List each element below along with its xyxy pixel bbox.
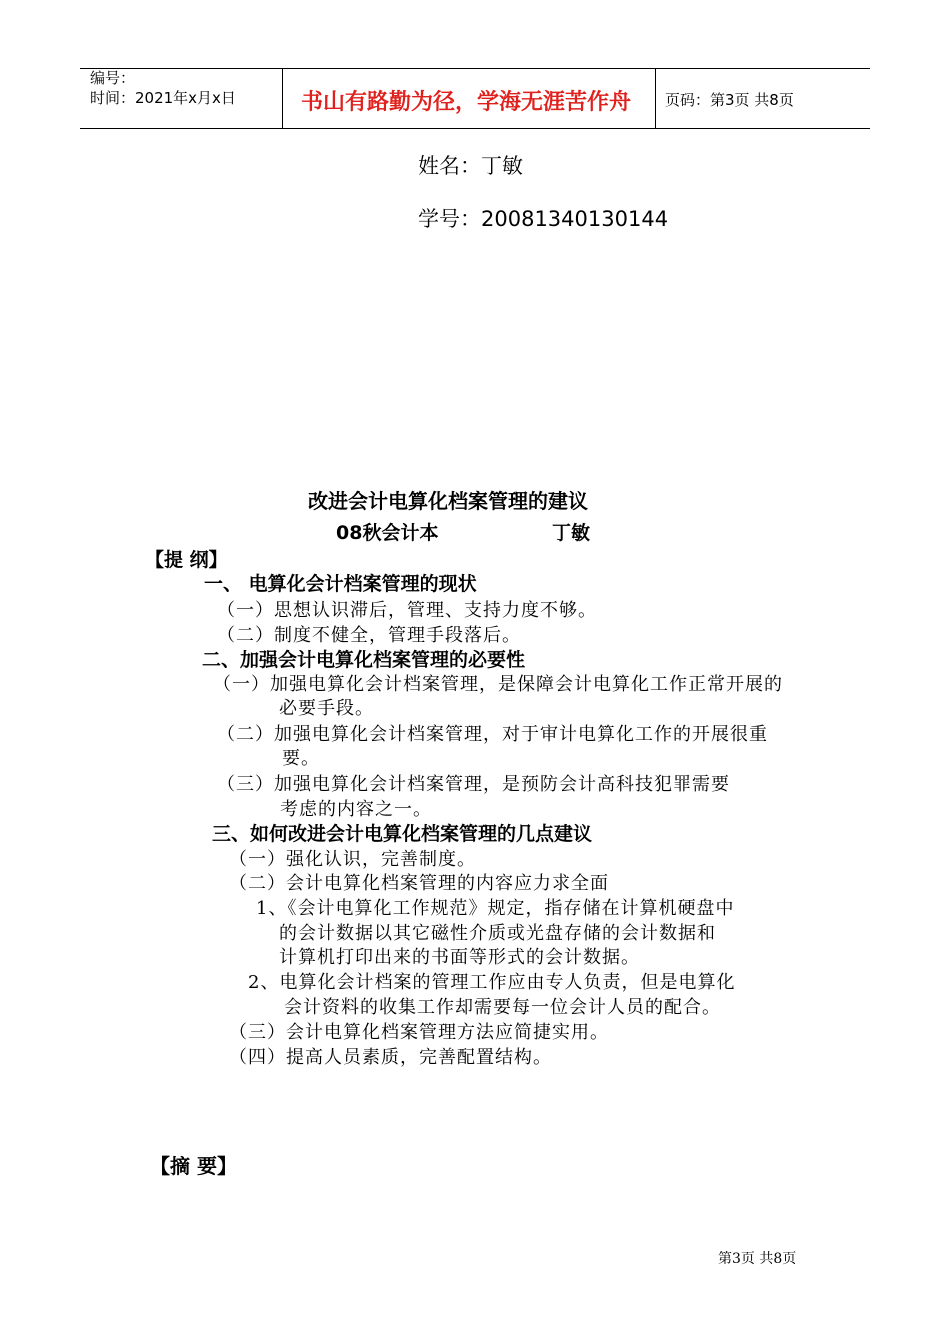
outline-item-3-2-1c: 计算机打印出来的书面等形式的会计数据。 — [279, 947, 640, 968]
header-time-label: 时间：2021年x月x日 — [90, 89, 236, 107]
header-number-label: 编号： — [90, 69, 136, 87]
header-page-label: 页码：第3页 共8页 — [665, 91, 794, 109]
header-divider-left — [282, 68, 283, 129]
outline-item-2-1b: 必要手段。 — [279, 698, 374, 719]
outline-item-3-3: （三）会计电算化档案管理方法应简捷实用。 — [229, 1022, 609, 1043]
class-label: 08秋会计本 — [336, 522, 439, 544]
outline-section-3: 三、如何改进会计电算化档案管理的几点建议 — [212, 823, 593, 845]
outline-item-2-2b: 要。 — [282, 748, 320, 769]
outline-item-2-3b: 考虑的内容之一。 — [280, 799, 432, 820]
outline-heading: 【提 纲】 — [145, 549, 228, 571]
outline-item-2-3a: （三）加强电算化会计档案管理，是预防会计高科技犯罪需要 — [217, 774, 730, 795]
outline-item-3-4: （四）提高人员素质，完善配置结构。 — [229, 1047, 552, 1068]
outline-item-3-2-1a: 1、《会计电算化工作规范》规定，指存储在计算机硬盘中 — [256, 898, 735, 919]
header-motto: 书山有路勤为径，学海无涯苦作舟 — [301, 90, 632, 115]
outline-item-3-2-2a: 2、电算化会计档案的管理工作应由专人负责，但是电算化 — [248, 972, 736, 993]
outline-item-1-1: （一）思想认识滞后，管理、支持力度不够。 — [217, 600, 597, 621]
outline-item-3-1: （一）强化认识，完善制度。 — [229, 849, 476, 870]
student-id: 学号：20081340130144 — [418, 207, 669, 231]
outline-item-3-2: （二）会计电算化档案管理的内容应力求全面 — [229, 873, 609, 894]
author-label: 丁敏 — [552, 522, 591, 544]
outline-item-1-2: （二）制度不健全，管理手段落后。 — [217, 625, 521, 646]
outline-item-3-2-2b: 会计资料的收集工作却需要每一位会计人员的配合。 — [284, 997, 721, 1018]
document-title: 改进会计电算化档案管理的建议 — [308, 489, 588, 513]
header-divider-right — [655, 68, 656, 129]
abstract-heading: 【摘 要】 — [150, 1154, 237, 1178]
outline-section-2: 二、加强会计电算化档案管理的必要性 — [202, 649, 526, 671]
outline-item-2-2a: （二）加强电算化会计档案管理，对于审计电算化工作的开展很重 — [217, 724, 768, 745]
outline-section-1: 一、 电算化会计档案管理的现状 — [204, 573, 477, 595]
outline-item-3-2-1b: 的会计数据以其它磁性介质或光盘存储的会计数据和 — [279, 923, 716, 944]
footer-page-number: 第3页 共8页 — [718, 1251, 797, 1267]
student-name: 姓名：丁敏 — [418, 154, 523, 178]
outline-item-2-1a: （一）加强电算化会计档案管理，是保障会计电算化工作正常开展的 — [213, 674, 783, 695]
header-bottom-rule — [80, 128, 870, 129]
header-top-rule — [80, 68, 870, 69]
